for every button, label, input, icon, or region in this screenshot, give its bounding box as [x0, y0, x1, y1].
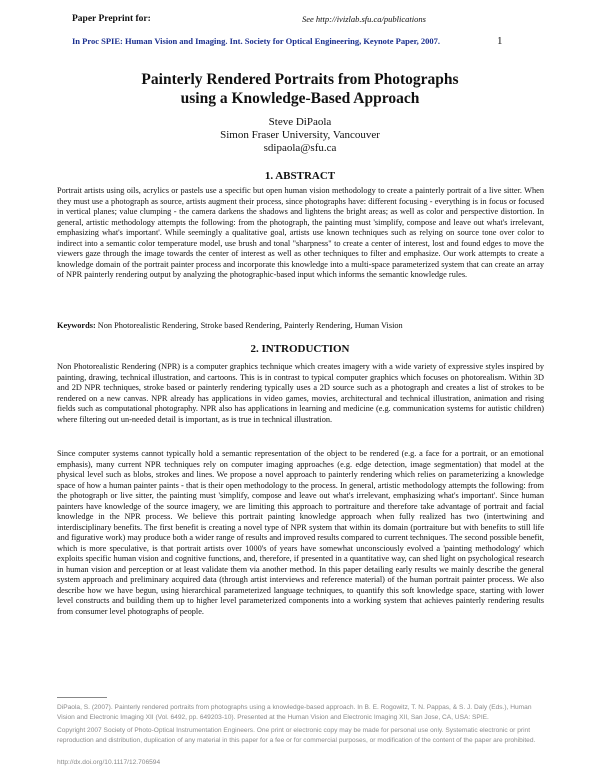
author-affiliation: Simon Fraser University, Vancouver	[220, 129, 380, 141]
author-email[interactable]: sdipaola@sfu.ca	[263, 142, 337, 154]
publications-link[interactable]: See http://ivizlab.sfu.ca/publications	[302, 14, 426, 24]
citation-note: DiPaola, S. (2007). Painterly rendered portraits from photographs using a knowledge-based approach. In B. E. Rogowitz, T. N. Pappas, & S. J. Daly (Eds.), Human Vision and Electronic Imaging XII (Vol. 6492, pp. 649203-10). Presented at the Human Vision and Electronic Imaging XII, San Jose, CA, USA: SPIE.	[57, 704, 532, 721]
author-block	[50, 116, 550, 155]
paper-title-line-1: Painterly Rendered Portraits from Photographs	[141, 71, 459, 88]
paper-title-line-2: using a Knowledge-Based Approach	[180, 90, 420, 107]
copyright-note: Copyright 2007 Society of Photo-Optical Instrumentation Engineers. One print or electronic copy may be made for personal use only. Systematic electronic or print reproduction and distribution, duplication of any material in this paper for a fee or for commercial purposes, or modification of the content of the paper are prohibited.	[57, 727, 536, 744]
paper-title	[50, 70, 550, 108]
keywords-label: Keywords:	[57, 321, 96, 330]
introduction-heading: 2. INTRODUCTION	[250, 343, 350, 355]
abstract-heading: 1. ABSTRACT	[264, 170, 336, 182]
abstract-body: Portrait artists using oils, acrylics or pastels use a specific but open human vision methodology to create a painterly portrait of a live sitter. When they must use a photograph as source, artists augment their process, since photographs have: different focusing - everything is in focus or focused in vertical planes; value clumping - the camera darkens the shadows and lightens the bright areas; as well as color and perspective distortion. In general, artistic methodology attempts the following: from the photograph, the painting must 'simplify, compose and leave out what's irrelevant, emphasizing what's important'. While seemingly a qualitative goal, artists use known techniques such as relying on source tone over color to indirect into a semantic color temperature model, use brush and tonal "sharpness" to create a center of interest, lost and found edges to move the viewers gaze through the image towards the center of interest as well as other techniques to filter and emphasize. Our work attempts to create a knowledge domain of the portrait painter process and incorporate this knowledge into a multi-space parameterized system that can create an array of NPR painterly rendering output by analyzing the photographic-based input which informs the semantic knowledge rules.	[57, 186, 544, 279]
introduction-paragraph-2: Since computer systems cannot typically hold a semantic representation of the object to be rendered (e.g. a face for a portrait, or an emotional emphasis), many current NPR techniques rely on computer imaging approaches (e.g. edge detection, image segmentation) that model at the physical level such as blobs, strokes and lines. We propose a novel approach to painterly rendering which relies on parameterizing a knowledge space of how a human painter paints - that is their open methodology to the process. In general, artistic methodology attempts the following: from the photograph or live sitter, the painting must 'simplify, compose and leave out what's irrelevant, emphasizing what's important'. Since human painters have knowledge of the source imagery, we are limiting this approach to portraiture and therefore take advantage of portrait and facial knowledge in the NPR process. We believe this portrait painting knowledge approach when fully realized has two (intertwining and interdisciplinary benefits. The first benefit is creating a novel type of NPR system that within its domain (portraiture but with benefits to still life and figurative work) may produce both a wider range of results and improved results compared to current techniques. The second possible benefit, which is more speculative, is that portrait artists over 1000's of years have somewhat unconsciously evolved a 'painting methodology' which exploits specific human vision and cognitive functions, and, therefore, if presented in a quantitative way, can shed light on psychological research in human vision and perception or at least validate them via another method. In this paper detailing early results we mainly describe the general system approach and preliminary acquired data (through artist interviews and reference material) of the human portrait painter process. We also describe how we have begun, using hierarchical parameterized language techniques, to quantify this soft knowledge space, starting with lower level constructs and building them up to higher level parameterized components into a working system that achieves painterly rendering results from consumer level photographs of people.	[57, 449, 544, 616]
keywords-list: Non Photorealistic Rendering, Stroke based Rendering, Painterly Rendering, Human Vision	[95, 321, 403, 330]
doi-link[interactable]: http://dx.doi.org/10.1117/12.706594	[57, 759, 161, 766]
conference-line: In Proc SPIE: Human Vision and Imaging. Int. Society for Optical Engineering, Keynote Paper, 2007.	[72, 36, 440, 46]
introduction-paragraph-1: Non Photorealistic Rendering (NPR) is a computer graphics technique which creates imagery with a wide variety of expressive styles inspired by painting, drawing, technical illustration, and cartoons. This is in contrast to typical computer graphics which focuses on photorealism. Within 3D and 2D NPR techniques, stroke based or painterly rendering typically uses a 2D source such as a photograph and creates a list of strokes to be rendered on a new canvas. NPR already has applications in video games, movies, architectural and technical illustration, animation and rising fields such as computational photography. NPR also has applications in learning and medicine (e.g. communication systems for autistic children) where filtering out un-needed detail is important, as is true in technical illustration.	[57, 362, 544, 424]
keywords-line	[57, 321, 544, 332]
author-name: Steve DiPaola	[268, 116, 332, 128]
page-number: 1	[497, 35, 503, 47]
footer-rule	[57, 697, 107, 698]
preprint-label: Paper Preprint for:	[72, 14, 151, 24]
